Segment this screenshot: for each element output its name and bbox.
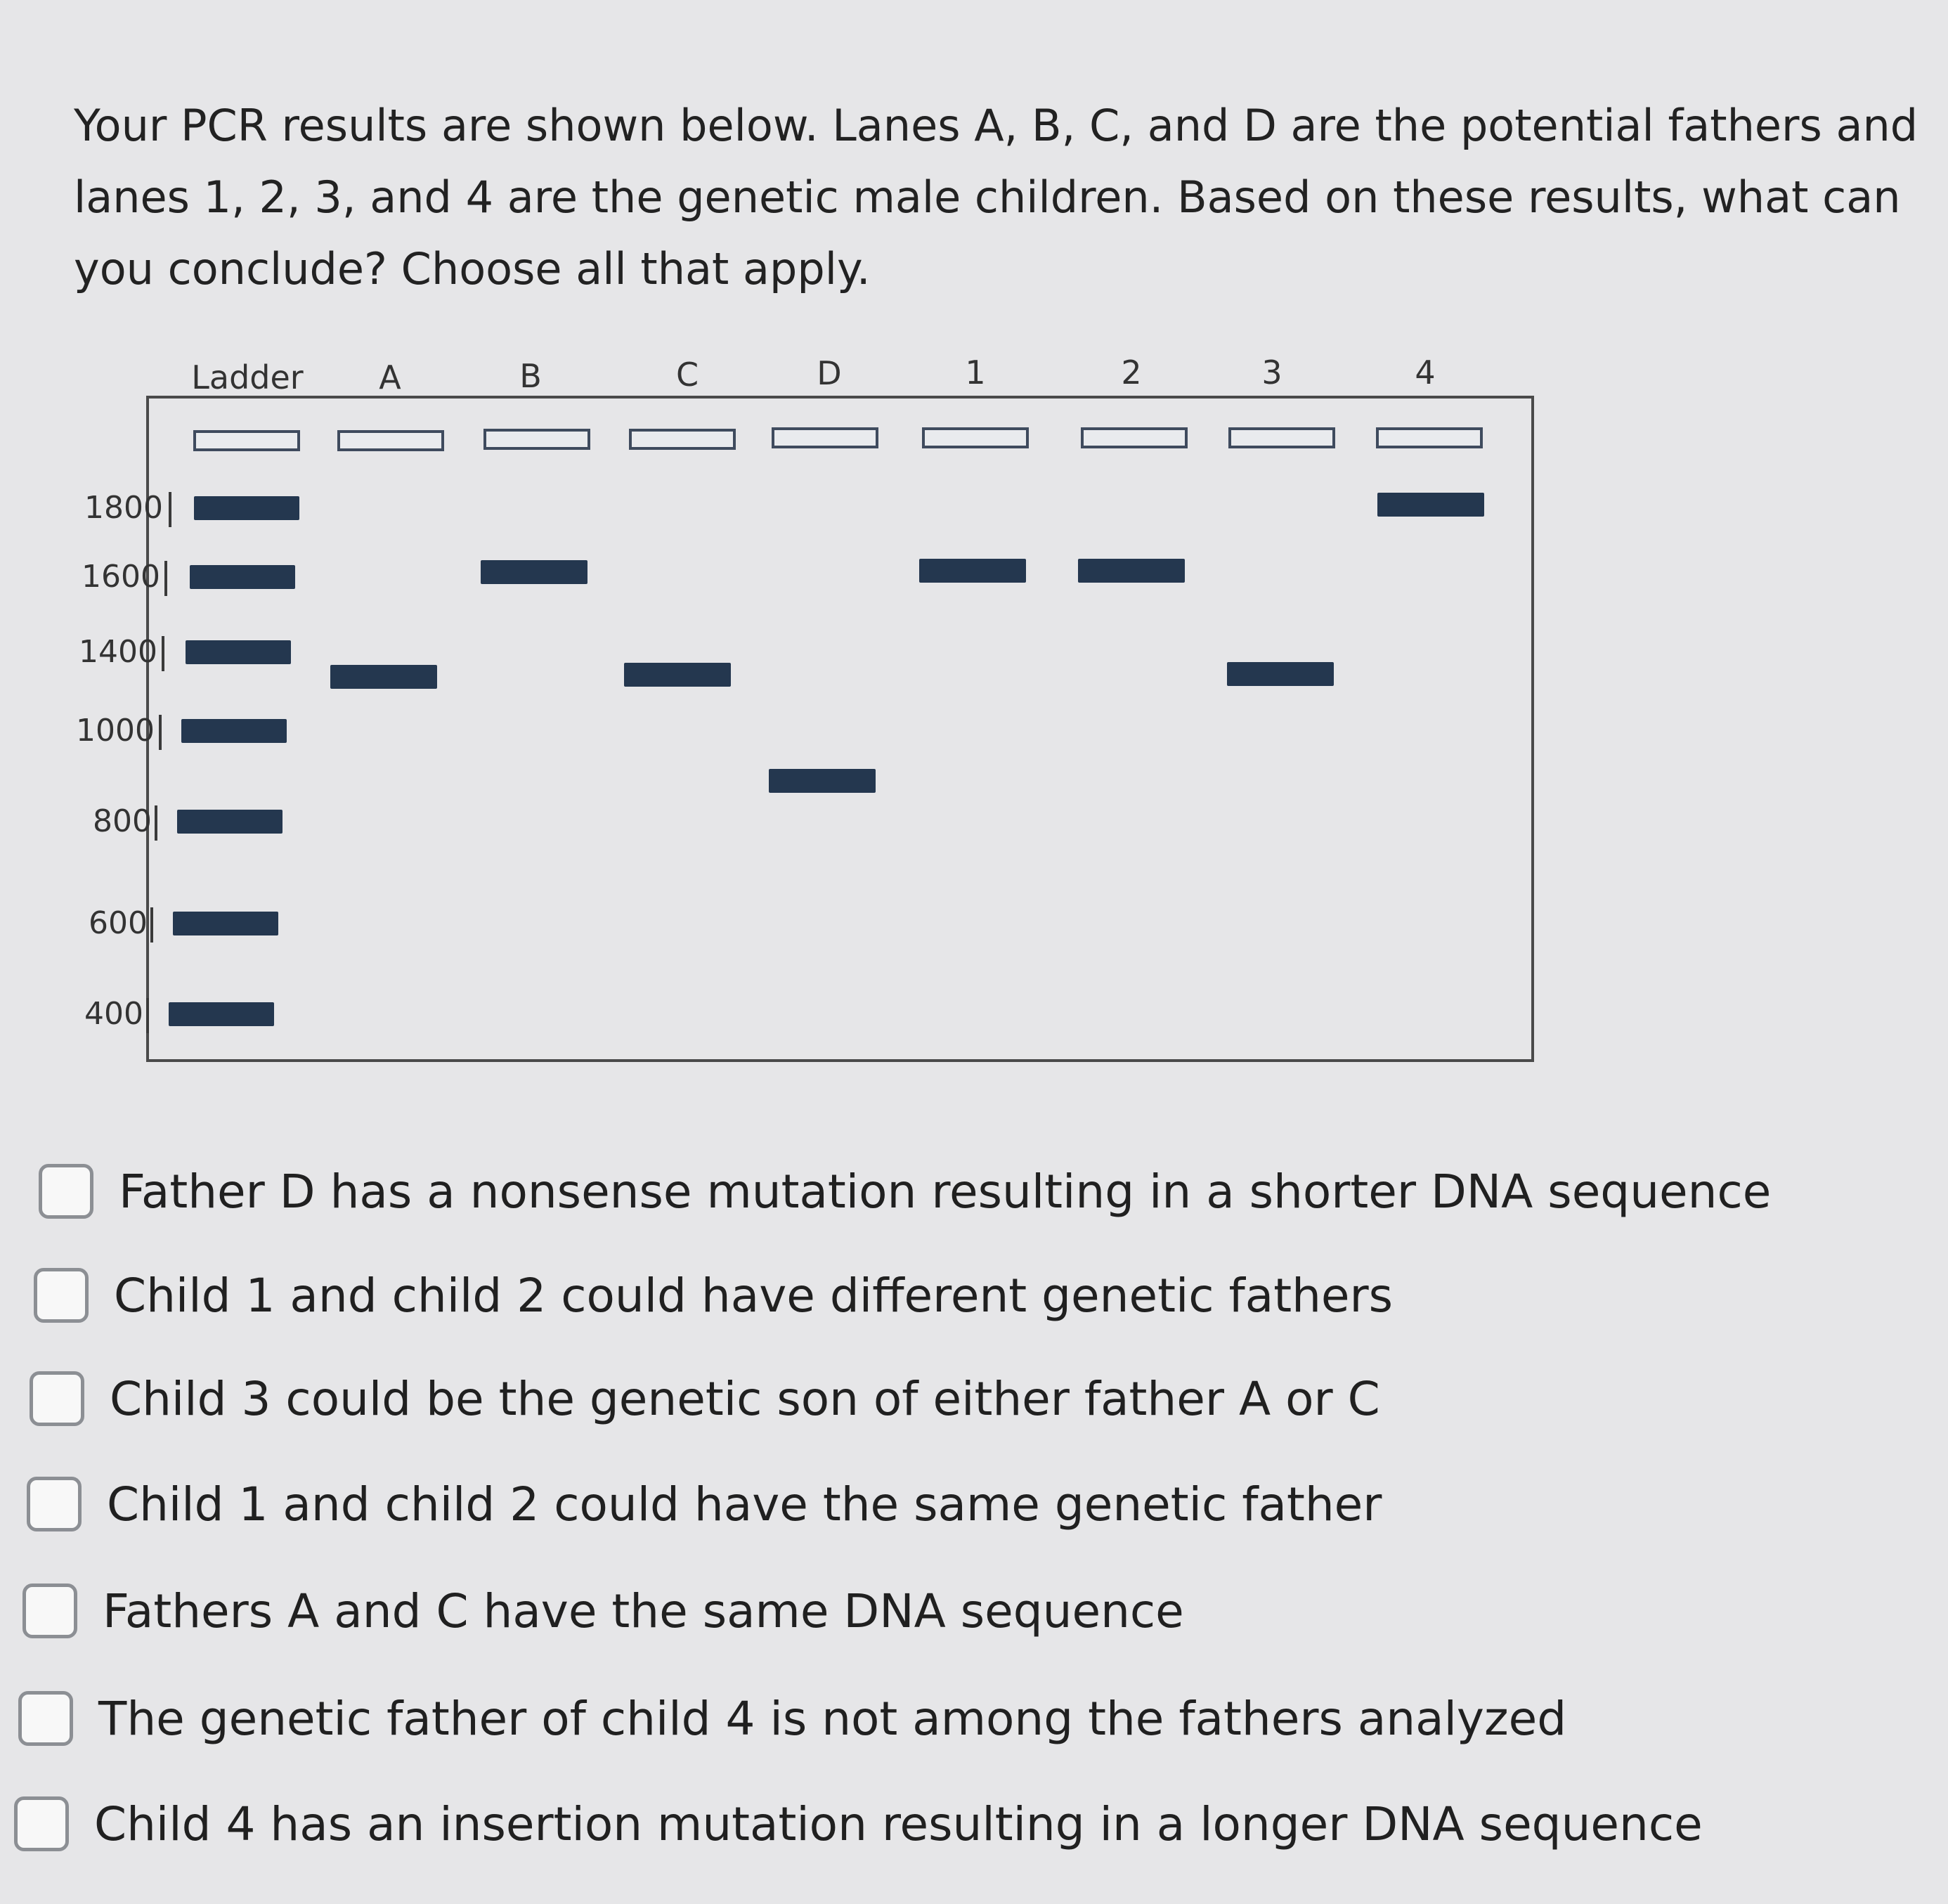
well-b — [483, 429, 590, 450]
option-fathers-a-c-same[interactable] — [22, 1572, 1184, 1650]
band-lane-4 — [1377, 493, 1484, 517]
option-child-3-a-or-c[interactable] — [30, 1360, 1380, 1437]
well-1 — [922, 427, 1029, 448]
ladder-tick — [146, 998, 149, 1033]
option-label: Fathers A and C have the same DNA sequence — [103, 1584, 1184, 1638]
well-ladder — [193, 430, 300, 451]
checkbox[interactable] — [39, 1164, 93, 1219]
ladder-tick — [162, 636, 164, 671]
checkbox[interactable] — [34, 1268, 89, 1323]
band-lane-c — [624, 663, 731, 687]
ladder-tick — [164, 561, 167, 596]
band-lane-2 — [1078, 559, 1185, 583]
band-lane-a — [330, 665, 437, 689]
checkbox[interactable] — [18, 1691, 73, 1746]
ladder-tick — [155, 805, 157, 841]
well-d — [772, 427, 878, 448]
option-label: Child 1 and child 2 could have the same genetic father — [107, 1477, 1382, 1531]
well-4 — [1376, 427, 1483, 448]
gel-box — [146, 396, 1534, 1062]
ladder-label-400: 400 — [84, 996, 143, 1032]
well-3 — [1228, 427, 1335, 448]
ladder-label-800: 800 — [93, 803, 152, 839]
option-label: The genetic father of child 4 is not among the fathers analyzed — [98, 1691, 1567, 1746]
lane-label-1: 1 — [965, 354, 986, 391]
band-lane-b — [481, 560, 587, 584]
question-text: Your PCR results are shown below. Lanes A, B, C, and D are the potential fathers and lanes 1, 2, 3, and 4 are the genetic male children. Based on these results, what can you conclude? Choose all that apply. — [74, 100, 1918, 294]
ladder-label-600: 600 — [89, 905, 148, 941]
ladder-label-1600: 1600 — [82, 559, 160, 595]
checkbox[interactable] — [30, 1371, 84, 1426]
ladder-label-1000: 1000 — [76, 713, 155, 749]
option-label: Child 3 could be the genetic son of either father A or C — [110, 1371, 1380, 1426]
lane-label-ladder: Ladder — [191, 358, 304, 396]
lane-label-d: D — [817, 354, 842, 392]
lane-label-b: B — [519, 357, 542, 395]
ladder-band-1600 — [190, 565, 295, 589]
lane-label-c: C — [675, 356, 699, 394]
checkbox[interactable] — [27, 1477, 82, 1531]
ladder-label-1400: 1400 — [79, 634, 157, 670]
lane-label-2: 2 — [1121, 354, 1142, 391]
lane-label-4: 4 — [1415, 354, 1436, 391]
option-child-1-2-same[interactable] — [27, 1465, 1382, 1543]
ladder-tick — [159, 715, 162, 750]
ladder-band-600 — [173, 912, 278, 935]
band-lane-3 — [1227, 662, 1334, 686]
checkbox[interactable] — [22, 1584, 77, 1638]
well-2 — [1081, 427, 1188, 448]
ladder-band-1400 — [186, 640, 291, 664]
lane-label-3: 3 — [1261, 354, 1283, 391]
lane-label-a: A — [379, 358, 401, 396]
option-label: Child 4 has an insertion mutation resulting in a longer DNA sequence — [94, 1796, 1703, 1851]
option-label: Father D has a nonsense mutation resulting in a shorter DNA sequence — [119, 1164, 1772, 1219]
checkbox[interactable] — [14, 1796, 69, 1851]
option-label: Child 1 and child 2 could have different genetic fathers — [114, 1268, 1394, 1323]
option-child-4-insertion[interactable] — [14, 1785, 1703, 1863]
band-lane-1 — [919, 559, 1026, 583]
well-a — [337, 430, 444, 451]
option-father-d-nonsense[interactable] — [39, 1153, 1771, 1230]
ladder-tick — [169, 492, 171, 527]
option-child-4-father-absent[interactable] — [18, 1680, 1566, 1757]
ladder-band-1000 — [181, 719, 287, 743]
ladder-band-400 — [169, 1002, 274, 1026]
ladder-band-800 — [177, 810, 283, 834]
ladder-band-1800 — [194, 496, 299, 520]
well-c — [629, 429, 736, 450]
band-lane-d — [769, 769, 876, 793]
ladder-label-1800: 1800 — [84, 490, 163, 526]
option-child-1-2-different[interactable] — [34, 1257, 1393, 1334]
ladder-tick — [150, 907, 153, 943]
